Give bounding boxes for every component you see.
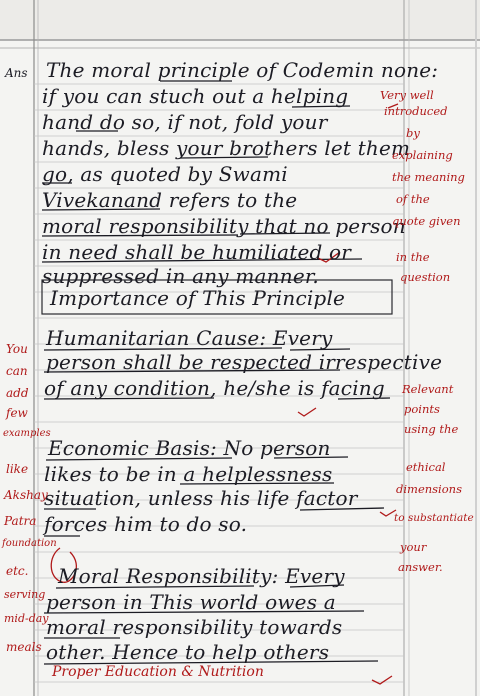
comment-line: serving — [4, 588, 46, 601]
comment-line: like — [6, 462, 29, 476]
point-line: situation, unless his life factor — [44, 486, 358, 510]
comment-line: your — [400, 540, 427, 554]
comment-line: add — [6, 386, 29, 400]
comment-line: in the — [396, 250, 430, 264]
body-line: hand do so, if not, fold your — [42, 110, 328, 134]
comment-line: can — [6, 364, 28, 378]
point-line: person shall be respected irrespective — [46, 350, 443, 374]
comment-line: introduced — [384, 104, 448, 118]
body-line: go, as quoted by Swami — [42, 162, 288, 186]
point-line: person in This world owes a — [46, 590, 336, 614]
body-line: moral responsibility that no person — [42, 214, 406, 238]
comment-line: the meaning — [392, 170, 465, 184]
comment-line: examples — [3, 428, 51, 439]
body-line: suppressed in any manner. — [42, 264, 319, 288]
point-line: Economic Basis: No person — [48, 436, 331, 460]
comment-line: ethical — [406, 460, 446, 474]
comment-line: points — [404, 402, 440, 416]
point-line: moral responsibility towards — [46, 615, 343, 639]
body-line: The moral principle of Codemin none: — [46, 58, 439, 82]
comment-line: to substantiate — [394, 512, 474, 524]
comment-line: meals — [6, 640, 42, 654]
comment-line: few — [6, 406, 28, 420]
comment-line: by — [406, 126, 420, 140]
point-line: likes to be in a helplessness — [44, 462, 333, 486]
body-line: hands, bless your brothers let them — [42, 136, 411, 160]
comment-line: quote given — [392, 214, 461, 228]
comment-line: question — [400, 270, 451, 284]
comment-line: dimensions — [396, 482, 462, 496]
answer-label: Ans — [5, 66, 28, 80]
comment-line: of the — [396, 192, 430, 206]
point-line: Moral Responsibility: Every — [58, 564, 345, 588]
comment-line: mid-day — [4, 612, 49, 625]
comment-line: explaining — [392, 148, 453, 162]
body-line: in need shall be humiliated or — [42, 240, 352, 264]
comment-line: Very well — [380, 88, 434, 102]
comment-line: Relevant — [402, 382, 454, 396]
point-line: of any condition, he/she is facing — [44, 376, 385, 400]
point-line: forces him to do so. — [44, 512, 248, 536]
comment-line: Patra — [4, 514, 37, 528]
comment-line: etc. — [6, 564, 29, 578]
point-line: Proper Education & Nutrition — [52, 664, 264, 680]
body-line: if you can stuch out a helping — [42, 84, 349, 108]
comment-line: using the — [404, 422, 459, 436]
comment-line: Akshay — [4, 488, 48, 502]
point-line: other. Hence to help others — [46, 640, 330, 664]
comment-line: foundation — [2, 538, 57, 549]
comment-line: You — [6, 342, 28, 356]
point-line: Humanitarian Cause: Every — [46, 326, 333, 350]
section-heading: Importance of This Principle — [50, 286, 346, 310]
body-line: Vivekanand refers to the — [42, 188, 298, 212]
comment-line: answer. — [398, 560, 443, 574]
